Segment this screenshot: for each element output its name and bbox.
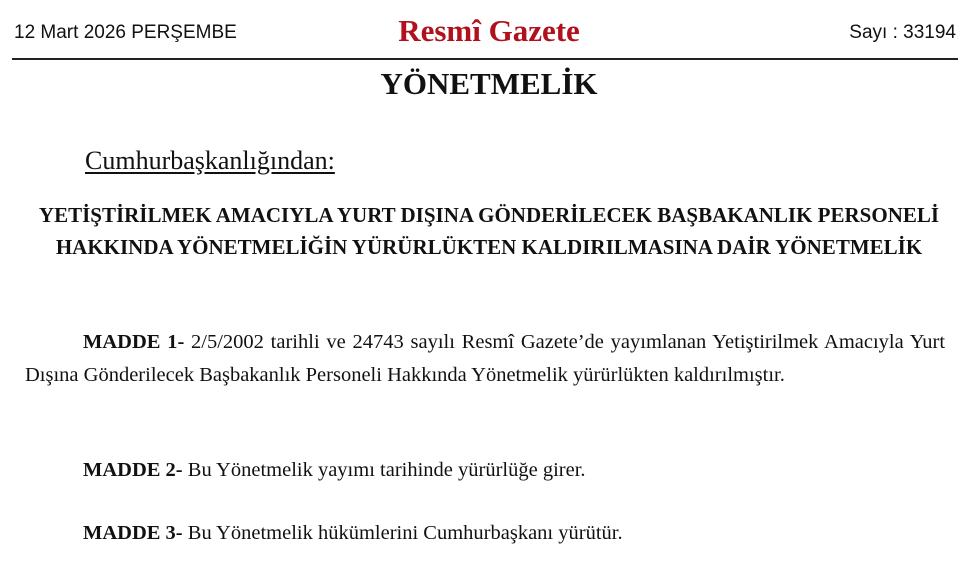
- article-label: MADDE 3-: [83, 522, 183, 544]
- header-divider: [12, 58, 958, 60]
- article-2: [25, 454, 945, 487]
- issuing-authority: Cumhurbaşkanlığından:: [85, 146, 335, 175]
- issue-number: Sayı : 33194: [849, 22, 956, 43]
- article-text: Bu Yönetmelik yayımı tarihinde yürürlüğe girer.: [182, 459, 586, 481]
- article-label: MADDE 1-: [83, 331, 185, 353]
- article-text: Bu Yönetmelik hükümlerini Cumhurbaşkanı yürütür.: [182, 522, 623, 544]
- article-3: [25, 517, 945, 550]
- article-text: 2/5/2002 tarihli ve 24743 sayılı Resmî Gazete’de yayımlanan Yetiştirilmek Amacıyla Yurt Dışına Gönderilecek Başbakanlık Personeli Hakkında Yönetmelik yürürlükten kaldırılmıştır.: [25, 331, 946, 386]
- regulation-title: YETİŞTİRİLMEK AMACIYLA YURT DIŞINA GÖNDERİLECEK BAŞBAKANLIK PERSONELİ HAKKINDA YÖNETMELİĞİN YÜRÜRLÜKTEN KALDIRILMASINA DAİR YÖNETMELİK: [38, 203, 940, 259]
- section-heading: YÖNETMELİK: [380, 66, 598, 101]
- issue-date: 12 Mart 2026 PERŞEMBE: [14, 22, 237, 43]
- article-label: MADDE 2-: [83, 459, 183, 481]
- gazette-logo: Resmî Gazete: [398, 13, 580, 48]
- article-1: [25, 326, 945, 391]
